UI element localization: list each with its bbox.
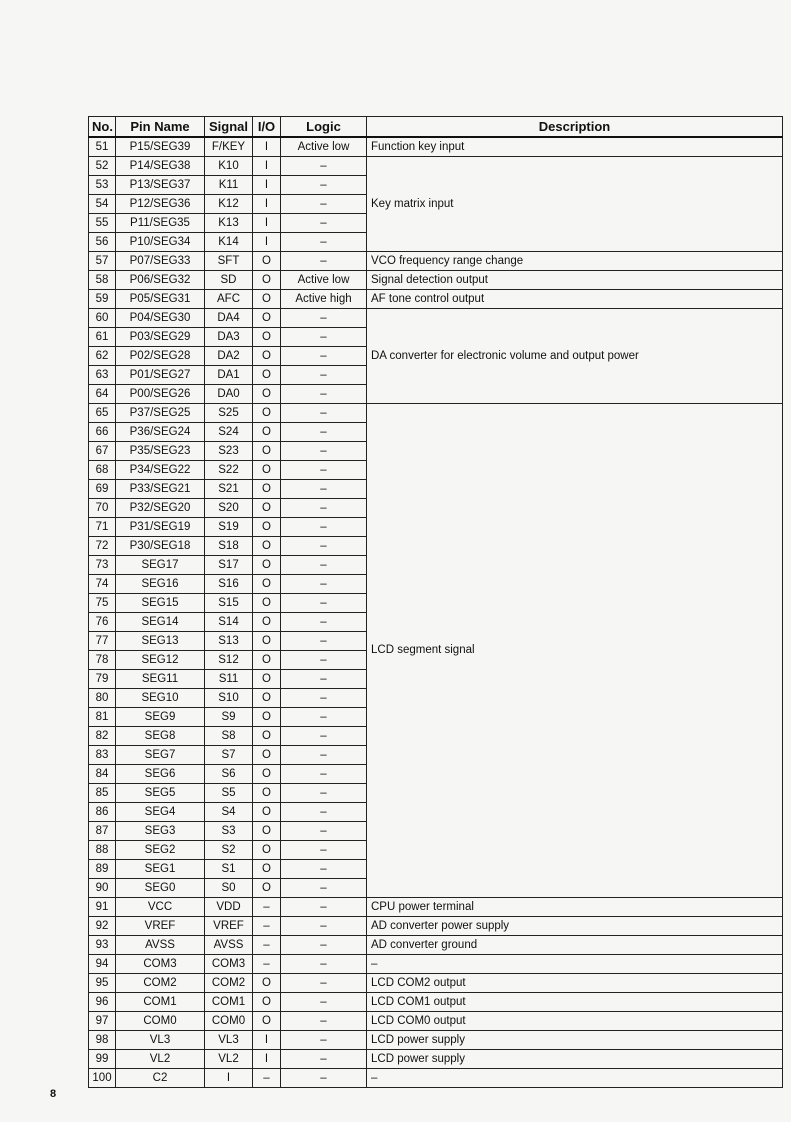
cell-logic: – [281, 347, 367, 366]
cell-no: 76 [89, 613, 116, 632]
table-row [89, 1069, 783, 1088]
table-row [89, 1012, 783, 1031]
table-row [89, 404, 783, 423]
cell-logic: – [281, 670, 367, 689]
cell-io: O [253, 290, 281, 309]
cell-description: – [367, 955, 783, 974]
cell-io: O [253, 442, 281, 461]
cell-logic: – [281, 784, 367, 803]
cell-no: 93 [89, 936, 116, 955]
cell-pin-name: P00/SEG26 [116, 385, 205, 404]
cell-signal: DA2 [205, 347, 253, 366]
cell-io: – [253, 1069, 281, 1088]
cell-io: O [253, 841, 281, 860]
cell-io: O [253, 594, 281, 613]
cell-description: LCD COM1 output [367, 993, 783, 1012]
cell-signal: S6 [205, 765, 253, 784]
cell-logic: – [281, 537, 367, 556]
cell-no: 96 [89, 993, 116, 1012]
cell-io: O [253, 309, 281, 328]
cell-io: – [253, 955, 281, 974]
cell-description: LCD segment signal [367, 404, 783, 898]
cell-io: O [253, 347, 281, 366]
cell-logic: Active high [281, 290, 367, 309]
cell-logic: – [281, 765, 367, 784]
table-row [89, 955, 783, 974]
cell-pin-name: SEG2 [116, 841, 205, 860]
cell-pin-name: P10/SEG34 [116, 233, 205, 252]
cell-no: 52 [89, 157, 116, 176]
cell-description: – [367, 1069, 783, 1088]
cell-pin-name: SEG8 [116, 727, 205, 746]
cell-no: 94 [89, 955, 116, 974]
cell-pin-name: COM3 [116, 955, 205, 974]
cell-io: O [253, 993, 281, 1012]
cell-io: O [253, 537, 281, 556]
cell-pin-name: VREF [116, 917, 205, 936]
cell-signal: AVSS [205, 936, 253, 955]
table-row [89, 1050, 783, 1069]
cell-no: 72 [89, 537, 116, 556]
cell-io: O [253, 613, 281, 632]
cell-logic: – [281, 898, 367, 917]
cell-logic: – [281, 917, 367, 936]
cell-signal: S15 [205, 594, 253, 613]
cell-no: 68 [89, 461, 116, 480]
cell-no: 73 [89, 556, 116, 575]
cell-logic: – [281, 575, 367, 594]
cell-signal: K12 [205, 195, 253, 214]
cell-io: I [253, 176, 281, 195]
cell-no: 95 [89, 974, 116, 993]
cell-signal: S21 [205, 480, 253, 499]
cell-logic: – [281, 632, 367, 651]
cell-signal: S19 [205, 518, 253, 537]
cell-logic: – [281, 1050, 367, 1069]
cell-no: 51 [89, 137, 116, 157]
cell-no: 92 [89, 917, 116, 936]
cell-description: Key matrix input [367, 157, 783, 252]
cell-io: O [253, 461, 281, 480]
header-pin-name: Pin Name [116, 117, 205, 138]
cell-no: 85 [89, 784, 116, 803]
cell-description: LCD power supply [367, 1031, 783, 1050]
cell-pin-name: SEG9 [116, 708, 205, 727]
cell-pin-name: P07/SEG33 [116, 252, 205, 271]
cell-io: O [253, 252, 281, 271]
cell-signal: S25 [205, 404, 253, 423]
cell-signal: S14 [205, 613, 253, 632]
table-row [89, 1031, 783, 1050]
cell-description: DA converter for electronic volume and output power [367, 309, 783, 404]
cell-pin-name: VL3 [116, 1031, 205, 1050]
cell-pin-name: SEG3 [116, 822, 205, 841]
cell-pin-name: P37/SEG25 [116, 404, 205, 423]
cell-logic: – [281, 233, 367, 252]
cell-no: 57 [89, 252, 116, 271]
cell-pin-name: P35/SEG23 [116, 442, 205, 461]
table-row [89, 898, 783, 917]
cell-pin-name: P32/SEG20 [116, 499, 205, 518]
header-no: No. [89, 117, 116, 138]
cell-io: I [253, 233, 281, 252]
cell-signal: DA1 [205, 366, 253, 385]
cell-no: 84 [89, 765, 116, 784]
cell-logic: – [281, 309, 367, 328]
cell-signal: AFC [205, 290, 253, 309]
cell-description: Signal detection output [367, 271, 783, 290]
cell-no: 79 [89, 670, 116, 689]
cell-pin-name: SEG12 [116, 651, 205, 670]
header-description: Description [367, 117, 783, 138]
cell-io: O [253, 822, 281, 841]
cell-description: Function key input [367, 137, 783, 157]
cell-io: O [253, 803, 281, 822]
cell-signal: VL2 [205, 1050, 253, 1069]
cell-pin-name: SEG6 [116, 765, 205, 784]
cell-logic: – [281, 176, 367, 195]
cell-description: LCD COM2 output [367, 974, 783, 993]
cell-logic: – [281, 556, 367, 575]
cell-io: O [253, 765, 281, 784]
cell-description: AD converter power supply [367, 917, 783, 936]
cell-logic: – [281, 423, 367, 442]
cell-io: I [253, 214, 281, 233]
cell-logic: – [281, 214, 367, 233]
cell-pin-name: P04/SEG30 [116, 309, 205, 328]
cell-no: 66 [89, 423, 116, 442]
cell-pin-name: SEG7 [116, 746, 205, 765]
cell-io: O [253, 632, 281, 651]
cell-signal: S7 [205, 746, 253, 765]
cell-no: 54 [89, 195, 116, 214]
cell-no: 55 [89, 214, 116, 233]
cell-no: 71 [89, 518, 116, 537]
cell-signal: S23 [205, 442, 253, 461]
cell-description: AD converter ground [367, 936, 783, 955]
cell-logic: – [281, 157, 367, 176]
table-row [89, 309, 783, 328]
cell-no: 87 [89, 822, 116, 841]
cell-signal: S18 [205, 537, 253, 556]
cell-io: O [253, 879, 281, 898]
cell-description: LCD power supply [367, 1050, 783, 1069]
cell-logic: – [281, 993, 367, 1012]
cell-logic: – [281, 518, 367, 537]
table-row [89, 936, 783, 955]
cell-pin-name: SEG5 [116, 784, 205, 803]
cell-logic: – [281, 822, 367, 841]
cell-pin-name: P14/SEG38 [116, 157, 205, 176]
cell-pin-name: COM2 [116, 974, 205, 993]
cell-io: O [253, 404, 281, 423]
cell-logic: – [281, 1031, 367, 1050]
cell-pin-name: P13/SEG37 [116, 176, 205, 195]
table-row [89, 993, 783, 1012]
cell-no: 63 [89, 366, 116, 385]
table-row [89, 290, 783, 309]
cell-no: 56 [89, 233, 116, 252]
cell-logic: – [281, 803, 367, 822]
cell-pin-name: P03/SEG29 [116, 328, 205, 347]
cell-no: 97 [89, 1012, 116, 1031]
cell-logic: – [281, 1069, 367, 1088]
cell-pin-name: P06/SEG32 [116, 271, 205, 290]
cell-logic: – [281, 404, 367, 423]
cell-no: 64 [89, 385, 116, 404]
cell-pin-name: C2 [116, 1069, 205, 1088]
cell-logic: Active low [281, 271, 367, 290]
cell-io: O [253, 727, 281, 746]
cell-io: O [253, 689, 281, 708]
cell-signal: COM3 [205, 955, 253, 974]
cell-no: 86 [89, 803, 116, 822]
cell-no: 53 [89, 176, 116, 195]
cell-io: O [253, 651, 281, 670]
cell-logic: – [281, 1012, 367, 1031]
cell-io: O [253, 556, 281, 575]
page-number: 8 [50, 1088, 57, 1100]
cell-no: 88 [89, 841, 116, 860]
cell-signal: VDD [205, 898, 253, 917]
cell-pin-name: SEG10 [116, 689, 205, 708]
cell-signal: S5 [205, 784, 253, 803]
cell-logic: – [281, 442, 367, 461]
cell-description: AF tone control output [367, 290, 783, 309]
cell-signal: S2 [205, 841, 253, 860]
cell-io: O [253, 746, 281, 765]
cell-io: – [253, 898, 281, 917]
cell-no: 90 [89, 879, 116, 898]
cell-signal: K13 [205, 214, 253, 233]
cell-description: LCD COM0 output [367, 1012, 783, 1031]
cell-description: VCO frequency range change [367, 252, 783, 271]
cell-description: CPU power terminal [367, 898, 783, 917]
cell-signal: S10 [205, 689, 253, 708]
cell-pin-name: VCC [116, 898, 205, 917]
cell-io: O [253, 385, 281, 404]
cell-signal: COM2 [205, 974, 253, 993]
table-row [89, 974, 783, 993]
cell-pin-name: P33/SEG21 [116, 480, 205, 499]
cell-logic: – [281, 860, 367, 879]
cell-io: – [253, 936, 281, 955]
cell-no: 83 [89, 746, 116, 765]
table-row [89, 137, 783, 157]
cell-signal: COM0 [205, 1012, 253, 1031]
cell-no: 70 [89, 499, 116, 518]
cell-no: 77 [89, 632, 116, 651]
cell-no: 75 [89, 594, 116, 613]
cell-io: I [253, 195, 281, 214]
cell-io: O [253, 518, 281, 537]
cell-pin-name: P15/SEG39 [116, 137, 205, 157]
cell-pin-name: SEG13 [116, 632, 205, 651]
cell-no: 99 [89, 1050, 116, 1069]
cell-logic: – [281, 366, 367, 385]
cell-signal: SD [205, 271, 253, 290]
pin-table [88, 116, 783, 1088]
cell-logic: – [281, 974, 367, 993]
cell-logic: – [281, 461, 367, 480]
cell-io: O [253, 366, 281, 385]
cell-logic: – [281, 594, 367, 613]
cell-io: O [253, 271, 281, 290]
cell-logic: – [281, 955, 367, 974]
cell-logic: – [281, 727, 367, 746]
cell-signal: K14 [205, 233, 253, 252]
cell-no: 62 [89, 347, 116, 366]
cell-signal: S0 [205, 879, 253, 898]
cell-io: O [253, 860, 281, 879]
cell-no: 69 [89, 480, 116, 499]
cell-no: 81 [89, 708, 116, 727]
cell-logic: – [281, 385, 367, 404]
cell-io: O [253, 499, 281, 518]
cell-signal: S12 [205, 651, 253, 670]
cell-signal: DA0 [205, 385, 253, 404]
cell-no: 82 [89, 727, 116, 746]
cell-io: O [253, 784, 281, 803]
cell-signal: S3 [205, 822, 253, 841]
table-body [89, 137, 783, 1088]
cell-pin-name: SEG4 [116, 803, 205, 822]
cell-io: O [253, 328, 281, 347]
cell-signal: S22 [205, 461, 253, 480]
cell-pin-name: P31/SEG19 [116, 518, 205, 537]
cell-io: O [253, 670, 281, 689]
cell-signal: SFT [205, 252, 253, 271]
cell-pin-name: COM1 [116, 993, 205, 1012]
header-signal: Signal [205, 117, 253, 138]
cell-no: 78 [89, 651, 116, 670]
cell-signal: VREF [205, 917, 253, 936]
cell-logic: – [281, 195, 367, 214]
table-row [89, 252, 783, 271]
cell-logic: – [281, 936, 367, 955]
cell-logic: – [281, 689, 367, 708]
cell-logic: – [281, 841, 367, 860]
cell-signal: K10 [205, 157, 253, 176]
cell-io: O [253, 480, 281, 499]
cell-logic: – [281, 499, 367, 518]
cell-signal: K11 [205, 176, 253, 195]
cell-no: 59 [89, 290, 116, 309]
cell-signal: S8 [205, 727, 253, 746]
cell-io: I [253, 137, 281, 157]
cell-no: 100 [89, 1069, 116, 1088]
cell-logic: – [281, 746, 367, 765]
cell-io: O [253, 708, 281, 727]
header-io: I/O [253, 117, 281, 138]
cell-no: 61 [89, 328, 116, 347]
cell-signal: I [205, 1069, 253, 1088]
table-header-row [89, 117, 783, 138]
cell-io: I [253, 157, 281, 176]
cell-io: I [253, 1050, 281, 1069]
cell-pin-name: P36/SEG24 [116, 423, 205, 442]
cell-io: I [253, 1031, 281, 1050]
cell-logic: – [281, 879, 367, 898]
cell-pin-name: SEG14 [116, 613, 205, 632]
cell-logic: – [281, 651, 367, 670]
cell-pin-name: P11/SEG35 [116, 214, 205, 233]
cell-signal: S20 [205, 499, 253, 518]
cell-io: O [253, 974, 281, 993]
cell-signal: VL3 [205, 1031, 253, 1050]
cell-signal: S4 [205, 803, 253, 822]
cell-pin-name: P30/SEG18 [116, 537, 205, 556]
cell-pin-name: SEG11 [116, 670, 205, 689]
cell-signal: S11 [205, 670, 253, 689]
cell-no: 80 [89, 689, 116, 708]
table-row [89, 271, 783, 290]
cell-pin-name: COM0 [116, 1012, 205, 1031]
cell-pin-name: SEG17 [116, 556, 205, 575]
cell-pin-name: SEG0 [116, 879, 205, 898]
cell-signal: DA3 [205, 328, 253, 347]
cell-pin-name: VL2 [116, 1050, 205, 1069]
cell-signal: S24 [205, 423, 253, 442]
cell-no: 60 [89, 309, 116, 328]
cell-no: 89 [89, 860, 116, 879]
cell-logic: Active low [281, 137, 367, 157]
cell-pin-name: P34/SEG22 [116, 461, 205, 480]
cell-no: 91 [89, 898, 116, 917]
cell-signal: COM1 [205, 993, 253, 1012]
table-row [89, 157, 783, 176]
cell-logic: – [281, 613, 367, 632]
cell-signal: S1 [205, 860, 253, 879]
cell-logic: – [281, 252, 367, 271]
cell-logic: – [281, 328, 367, 347]
cell-signal: F/KEY [205, 137, 253, 157]
cell-pin-name: SEG16 [116, 575, 205, 594]
cell-no: 58 [89, 271, 116, 290]
cell-io: O [253, 575, 281, 594]
cell-pin-name: SEG1 [116, 860, 205, 879]
cell-io: O [253, 423, 281, 442]
cell-no: 67 [89, 442, 116, 461]
cell-pin-name: SEG15 [116, 594, 205, 613]
cell-signal: DA4 [205, 309, 253, 328]
cell-no: 65 [89, 404, 116, 423]
cell-pin-name: P05/SEG31 [116, 290, 205, 309]
cell-io: O [253, 1012, 281, 1031]
header-logic: Logic [281, 117, 367, 138]
table-row [89, 917, 783, 936]
cell-no: 98 [89, 1031, 116, 1050]
cell-no: 74 [89, 575, 116, 594]
cell-signal: S17 [205, 556, 253, 575]
cell-pin-name: P02/SEG28 [116, 347, 205, 366]
cell-io: – [253, 917, 281, 936]
cell-logic: – [281, 480, 367, 499]
cell-signal: S9 [205, 708, 253, 727]
cell-signal: S16 [205, 575, 253, 594]
cell-pin-name: P12/SEG36 [116, 195, 205, 214]
cell-signal: S13 [205, 632, 253, 651]
cell-logic: – [281, 708, 367, 727]
cell-pin-name: AVSS [116, 936, 205, 955]
cell-pin-name: P01/SEG27 [116, 366, 205, 385]
